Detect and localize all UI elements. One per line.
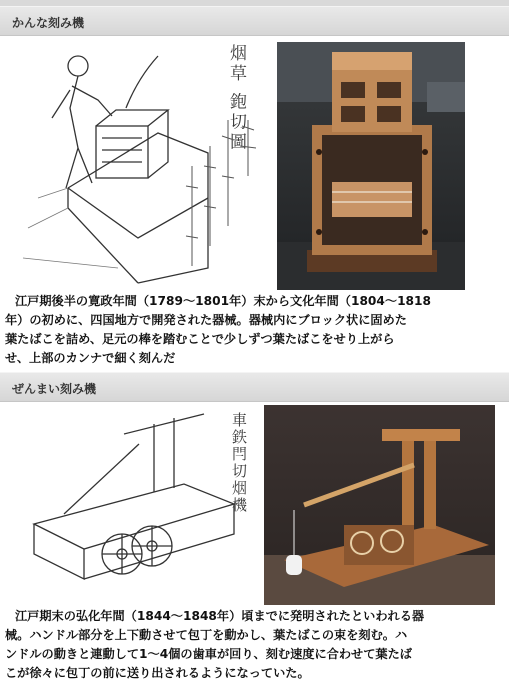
caption-line: ンドルの動きと連動して1～4個の歯車が回り、刻む速度に合わせて葉たば xyxy=(5,647,412,661)
caption-line: 葉たばこを詰め、足元の棒を踏むことで少しずつ葉たばこをせり上がら xyxy=(5,332,395,346)
caption-line: 械。ハンドル部分を上下動させて包丁を動かし、葉たばこの束を刻む。ハ xyxy=(5,628,408,642)
caption-line: 江戸期末の弘化年間（1844～1848年）頃までに発明されたといわれる器 xyxy=(15,609,425,623)
zenmai-illustration xyxy=(4,404,258,604)
section-header-kanna xyxy=(0,6,509,36)
kanna-photo-scene xyxy=(277,42,465,290)
section-title: ぜんまい刻み機 xyxy=(12,382,97,396)
zenmai-photo-scene xyxy=(264,405,495,605)
kanna-photo xyxy=(277,42,465,290)
caption-line: 年）の初めに、四国地方で開発された器械。器械内にブロック状に固めた xyxy=(5,313,407,327)
kanna-handwriting xyxy=(170,116,260,276)
kanna-caption xyxy=(5,292,431,368)
caption-line: 江戸期後半の寛政年間（1789～1801年）末から文化年間（1804～1818 xyxy=(15,294,431,308)
section-header-zenmai xyxy=(0,372,509,402)
zenmai-caption xyxy=(5,607,424,683)
zenmai-illustration-title: 車鉄閂切烟機 xyxy=(230,412,248,514)
kanna-illustration-title: 烟草 鉋切圖 xyxy=(226,44,246,153)
zenmai-drawing xyxy=(4,404,258,604)
kanna-illustration xyxy=(8,38,260,286)
caption-line: せ、上部のカンナで細く刻んだ xyxy=(5,351,176,365)
zenmai-photo xyxy=(264,405,495,605)
section-title: かんな刻み機 xyxy=(12,16,85,30)
caption-line: こが徐々に包丁の前に送り出されるようになっていた。 xyxy=(5,666,310,680)
